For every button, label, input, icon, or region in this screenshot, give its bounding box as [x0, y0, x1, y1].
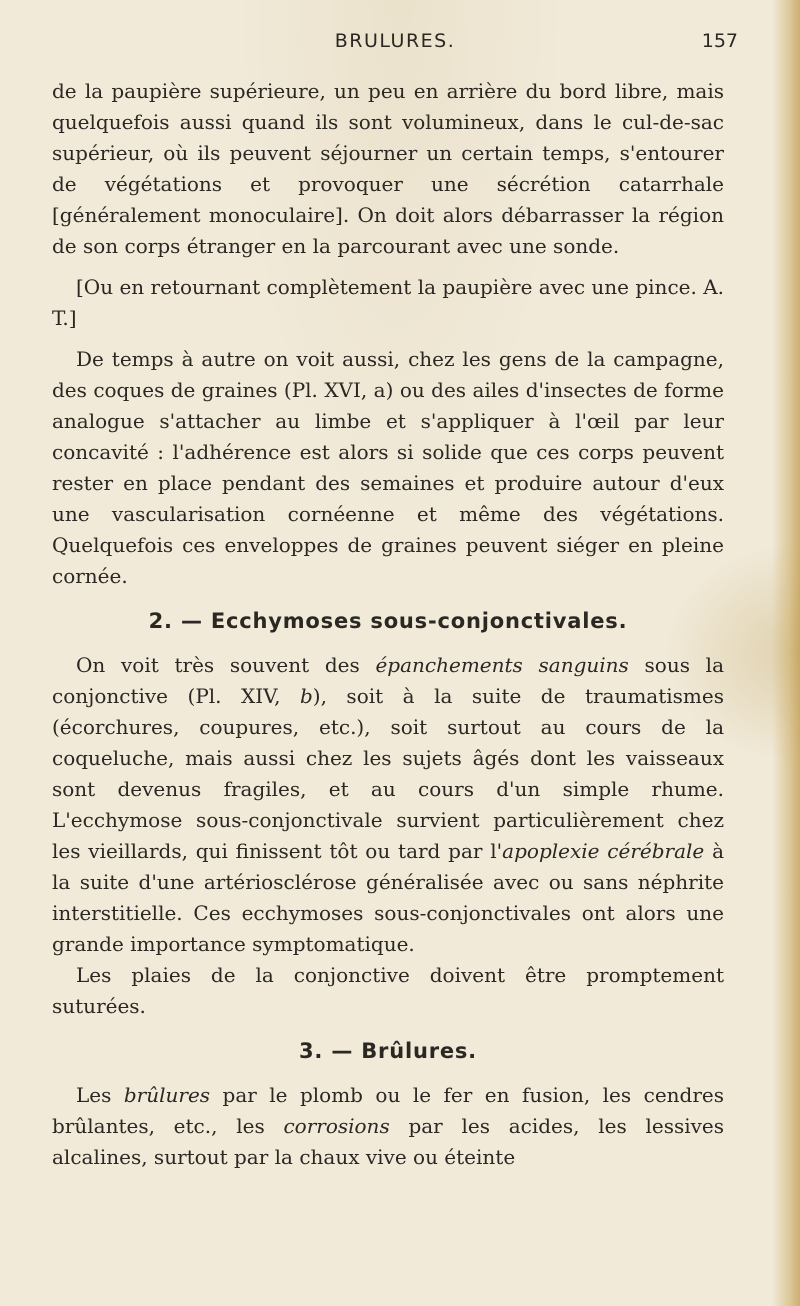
italic-term: apoplexie cérébrale [502, 839, 705, 863]
page-body [52, 76, 724, 1173]
italic-term: b [299, 684, 313, 708]
section-heading-brulures: 3. — Brûlures. [299, 1039, 477, 1063]
paragraph-seed-husks: De temps à autre on voit aussi, chez les gens de la campagne, des coques de graines (Pl. XVI, a) ou des ailes d'insectes de forme analogue s'attacher au limbe et s'appliquer à l'œil par leur concavité : l'adhérence est alors si solide que ces corps peuvent rester en place pendant des semaines et produire autour d'eux une vascularisation cornéenne et même des végétations. Quelquefois ces enveloppes de graines peuvent siéger en pleine cornée. [52, 347, 724, 588]
page-number: 157 [701, 30, 738, 52]
page-header [52, 30, 738, 62]
page-edge-shadow [772, 0, 800, 1306]
text-run: ), soit à la suite de traumatismes (écorchures, coupures, etc.), soit surtout au cours de la coqueluche, mais aussi chez les sujets âgés dont les vaisseaux sont devenus fragiles, et au cours d'un simple rhume. L'ecchymose sous-conjonctivale survient particulièrement chez les vieillards, qui finissent tôt ou tard par l' [52, 684, 724, 863]
italic-term: épanchements sanguins [375, 653, 629, 677]
text-run: Les [76, 1083, 124, 1107]
paragraph-ecchymoses [52, 650, 724, 960]
text-run: sous la conjonctive (Pl. XIV, [52, 653, 725, 708]
paragraph-wounds: Les plaies de la conjonctive doivent être promptement suturées. [52, 963, 724, 1018]
paragraph-foreign-bodies: de la paupière supérieure, un peu en arrière du bord libre, mais quelquefois aussi quand ils sont volumineux, dans le cul-de-sac supérieur, où ils peuvent séjourner un certain temps, s'entourer de végétations et provoquer une sécrétion catarrhale [généralement monoculaire]. On doit alors débarrasser la région de son corps étranger en la parcourant avec une sonde. [52, 79, 724, 258]
text-run: On voit très souvent des [76, 653, 376, 677]
text-run: par les acides, les lessives alcalines, surtout par la chaux vive ou éteinte [52, 1114, 725, 1169]
text-run: par le plomb ou le fer en fusion, les cendres brûlantes, etc., les [52, 1083, 724, 1138]
paragraph-translator-note: [Ou en retournant complètement la paupière avec une pince. A. T.] [52, 275, 724, 330]
italic-term: brûlures [123, 1083, 211, 1107]
running-title: BRULURES. [334, 30, 456, 52]
paragraph-burns [52, 1080, 724, 1173]
italic-term: corrosions [283, 1114, 390, 1138]
section-heading-ecchymoses: 2. — Ecchymoses sous-conjonctivales. [148, 609, 628, 633]
text-run: à la suite d'une artériosclérose généralisée avec ou sans néphrite interstitielle. Ces ecchymoses sous-conjonctivales ont alors une grande importance symptomatique. [52, 839, 725, 956]
